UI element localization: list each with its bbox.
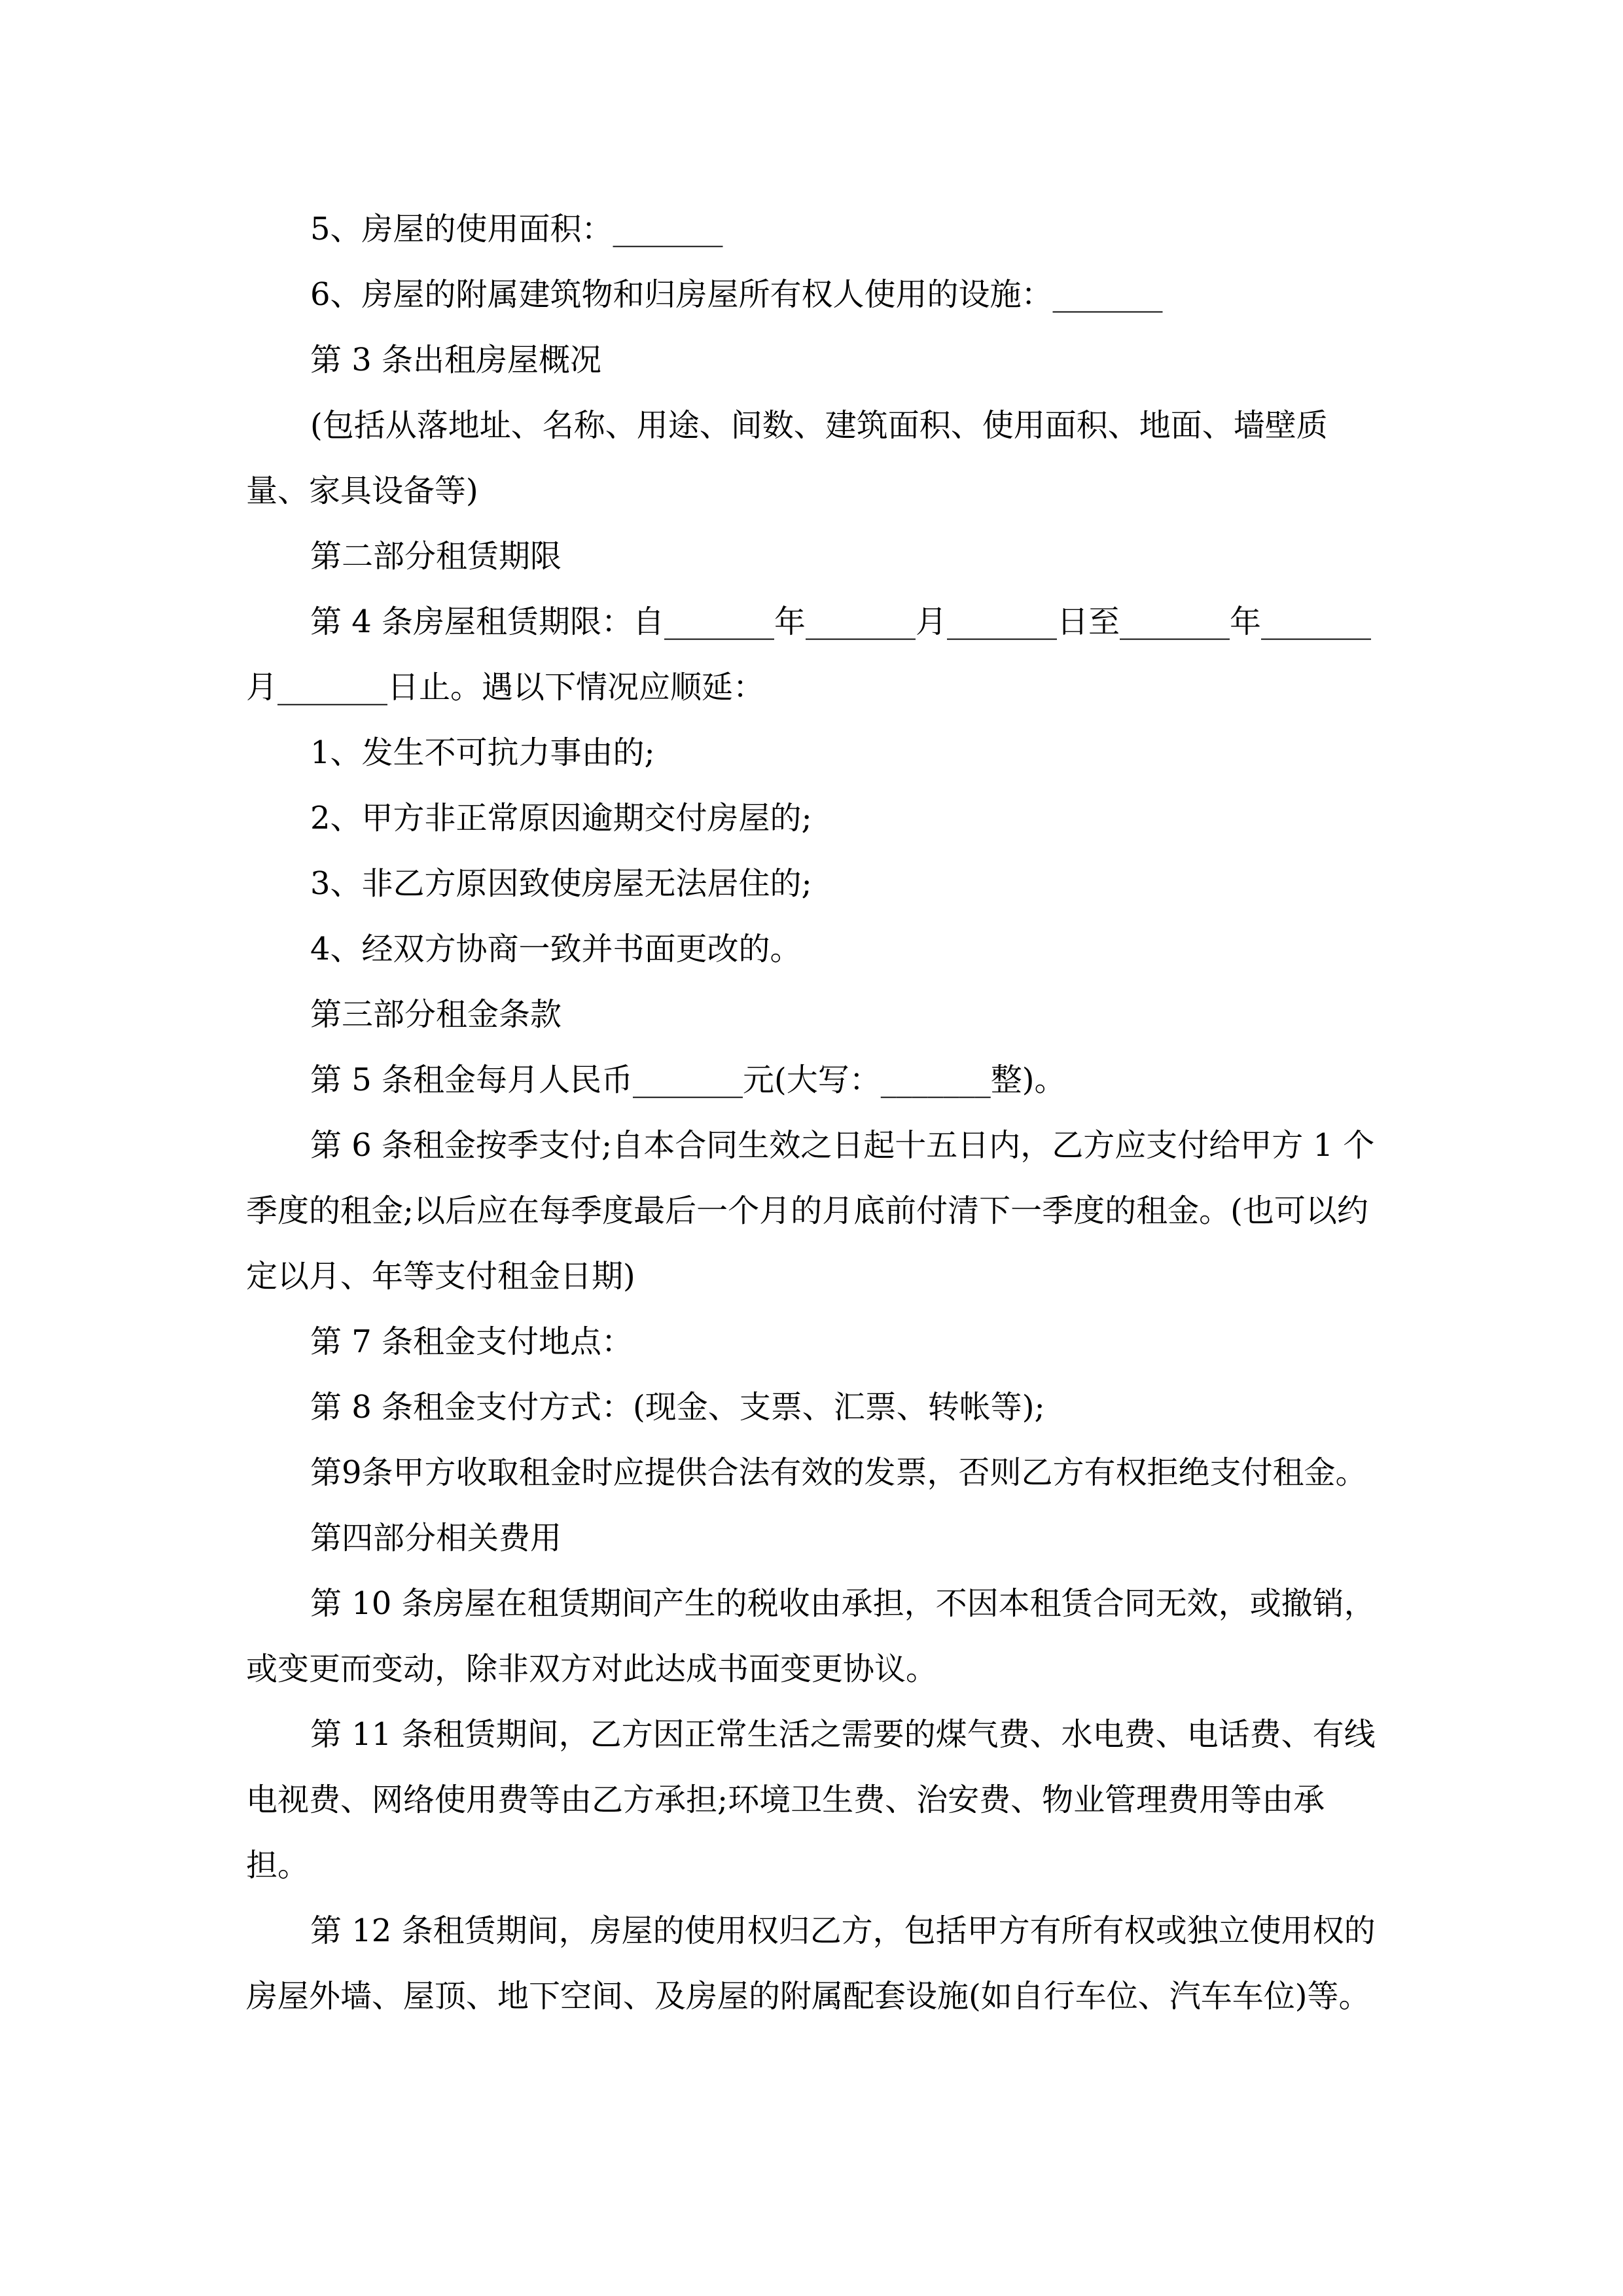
clause-ancillary-facilities: 6、房屋的附属建筑物和归房屋所有权人使用的设施：_______ [310, 276, 1163, 313]
extension-item-4: 4、经双方协商一致并书面更改的。 [310, 931, 802, 967]
article-5-rent-amount: 第 5 条租金每月人民币_______元(大写：_______整)。 [310, 1062, 1066, 1098]
article-4-lease-term: 第 4 条房屋租赁期限：自_______年_______月_______日至_______年_______月_______日止。遇以下情况应顺延： [246, 603, 1372, 706]
article-11-utilities: 第 11 条租赁期间，乙方因正常生活之需要的煤气费、水电费、电话费、有线电视费、网络使用费等由乙方承担;环境卫生费、治安费、物业管理费用等由承担。 [246, 1716, 1376, 1884]
clause-usable-area: 5、房屋的使用面积：_______ [310, 211, 723, 247]
section-4-heading: 第四部分相关费用 [310, 1520, 562, 1556]
extension-item-1: 1、发生不可抗力事由的; [310, 734, 655, 771]
article-12-usage-rights: 第 12 条租赁期间，房屋的使用权归乙方，包括甲方有所有权或独立使用权的房屋外墙、屋顶、地下空间、及房屋的附属配套设施(如自行车位、汽车车位)等。 [246, 1912, 1376, 2015]
article-10-taxes: 第 10 条房屋在租赁期间产生的税收由承担，不因本租赁合同无效，或撤销，或变更而变动，除非双方对此达成书面变更协议。 [246, 1585, 1376, 1687]
article-6-payment-schedule: 第 6 条租金按季支付;自本合同生效之日起十五日内，乙方应支付给甲方 1 个季度的租金;以后应在每季度最后一个月的月底前付清下一季度的租金。(也可以约定以月、年等支付租金日期) [246, 1127, 1375, 1295]
extension-item-2: 2、甲方非正常原因逾期交付房屋的; [310, 800, 812, 836]
article-8-payment-method: 第 8 条租金支付方式：(现金、支票、汇票、转帐等); [310, 1389, 1045, 1426]
section-3-heading: 第三部分租金条款 [310, 996, 562, 1033]
extension-item-3: 3、非乙方原因致使房屋无法居住的; [310, 865, 812, 902]
document-body [246, 196, 1378, 2029]
article-7-payment-location: 第 7 条租金支付地点： [310, 1323, 633, 1360]
article-3-heading: 第 3 条出租房屋概况 [310, 342, 602, 378]
section-2-heading: 第二部分租赁期限 [310, 538, 562, 575]
article-9-invoice: 第9条甲方收取租金时应提供合法有效的发票，否则乙方有权拒绝支付租金。 [310, 1454, 1367, 1491]
article-3-description: (包括从落地址、名称、用途、间数、建筑面积、使用面积、地面、墙壁质量、家具设备等) [246, 407, 1328, 509]
